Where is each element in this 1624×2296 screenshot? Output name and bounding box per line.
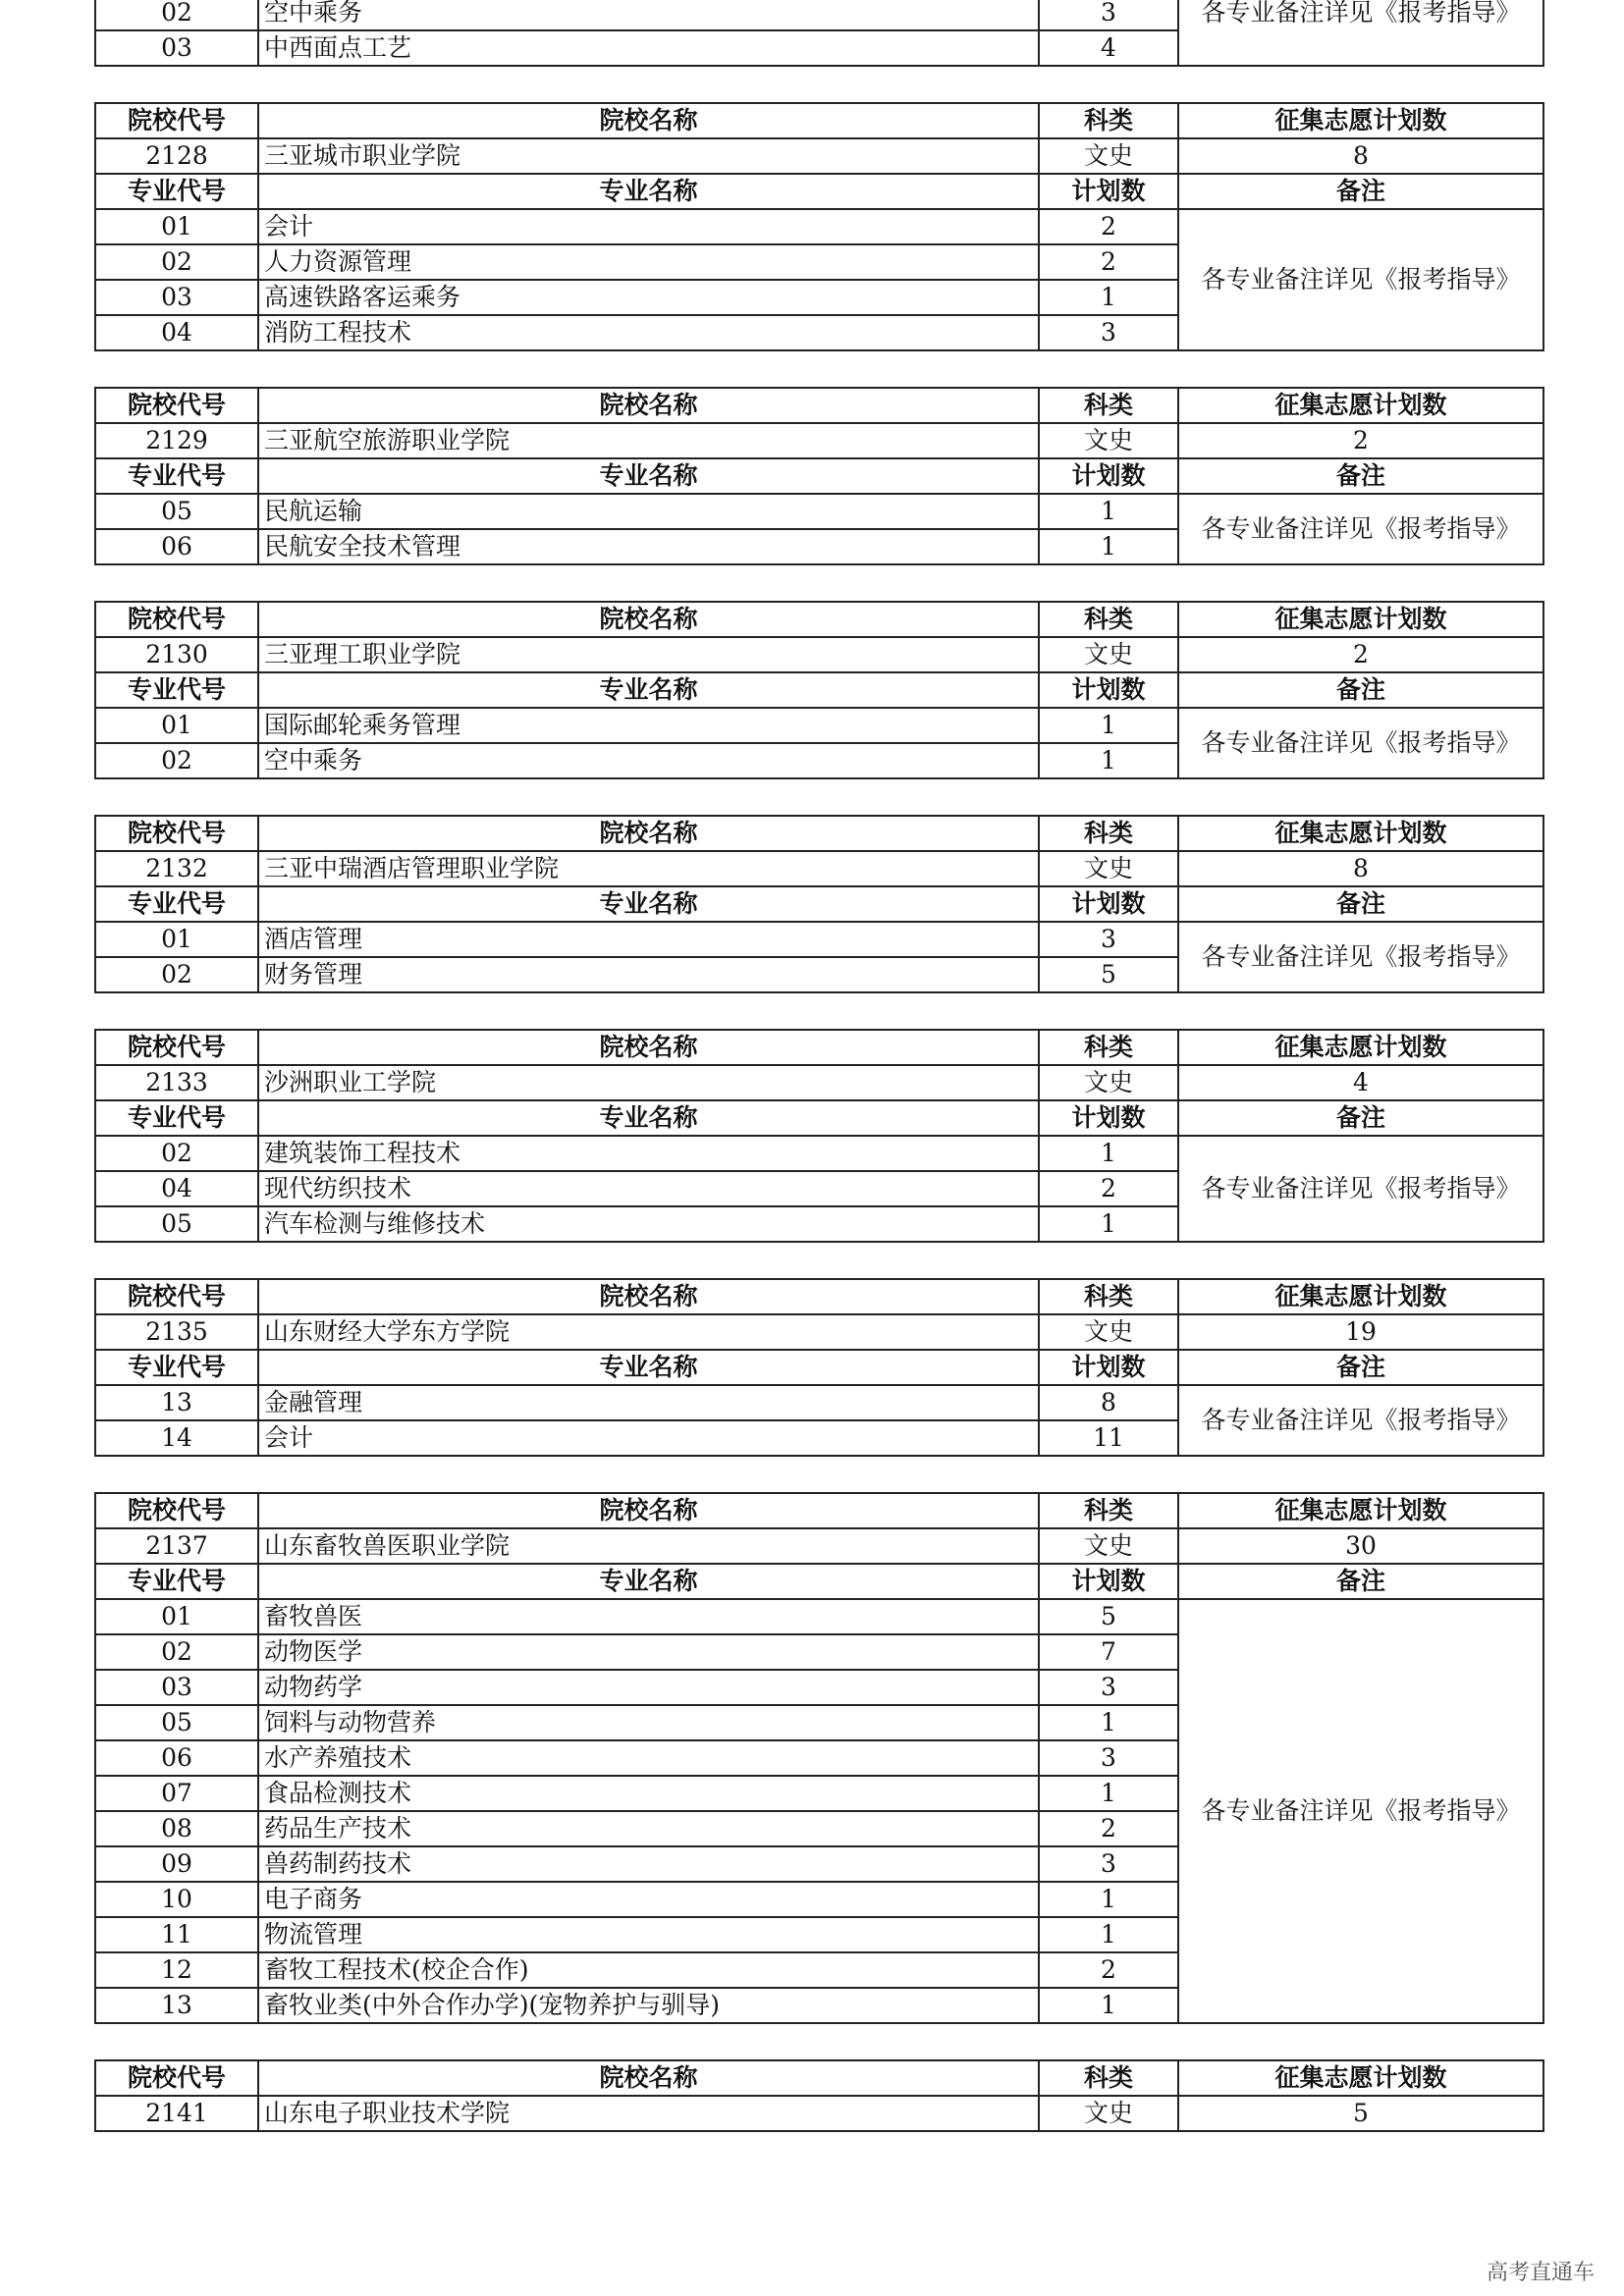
- major-plan-count: 1: [1039, 1917, 1178, 1952]
- school-name-header: 院校名称: [258, 602, 1039, 637]
- major-code: 03: [95, 280, 258, 315]
- category-header: 科类: [1039, 1030, 1178, 1065]
- school-name-header: 院校名称: [258, 1279, 1039, 1314]
- major-row: [95, 494, 1543, 529]
- major-code: 04: [95, 315, 258, 350]
- major-plan-count: 1: [1039, 494, 1178, 529]
- major-code-header: 专业代号: [95, 1564, 258, 1599]
- school-table: [94, 102, 1544, 351]
- school-code: 2141: [95, 2096, 258, 2131]
- major-name: 现代纺织技术: [258, 1171, 1039, 1206]
- school-header-row: [95, 1493, 1543, 1528]
- major-code: 07: [95, 1776, 258, 1811]
- major-code-header: 专业代号: [95, 886, 258, 922]
- school-name: 山东电子职业技术学院: [258, 2096, 1039, 2131]
- major-code: 01: [95, 708, 258, 743]
- major-code: 02: [95, 0, 258, 30]
- major-plan-count: 3: [1039, 0, 1178, 30]
- school-info-row: [95, 1065, 1543, 1100]
- school-code-header: 院校代号: [95, 1493, 258, 1528]
- school-name-header: 院校名称: [258, 1030, 1039, 1065]
- major-name: 兽药制药技术: [258, 1846, 1039, 1882]
- major-plan-count: 1: [1039, 1988, 1178, 2023]
- major-plan-count: 5: [1039, 957, 1178, 992]
- major-code: 14: [95, 1420, 258, 1456]
- major-name: 动物医学: [258, 1634, 1039, 1670]
- plan-count-header: 计划数: [1039, 886, 1178, 922]
- major-code: 10: [95, 1882, 258, 1917]
- major-plan-count: 2: [1039, 244, 1178, 280]
- major-code: 05: [95, 1705, 258, 1740]
- major-name-header: 专业名称: [258, 672, 1039, 708]
- category-header: 科类: [1039, 2060, 1178, 2096]
- major-code: 01: [95, 922, 258, 957]
- major-code: 03: [95, 1670, 258, 1705]
- school-name: 沙洲职业工学院: [258, 1065, 1039, 1100]
- major-header-row: [95, 886, 1543, 922]
- plan-total-header: 征集志愿计划数: [1178, 1279, 1543, 1314]
- school-table: [94, 601, 1544, 779]
- major-remark: 各专业备注详见《报考指导》: [1178, 209, 1543, 350]
- major-name: 酒店管理: [258, 922, 1039, 957]
- school-table: [94, 1278, 1544, 1457]
- school-code: 2129: [95, 423, 258, 458]
- document-page: [94, 0, 1543, 2167]
- category-header: 科类: [1039, 1279, 1178, 1314]
- major-header-row: [95, 1350, 1543, 1385]
- major-name: 国际邮轮乘务管理: [258, 708, 1039, 743]
- major-plan-count: 2: [1039, 1171, 1178, 1206]
- major-name: 饲料与动物营养: [258, 1705, 1039, 1740]
- school-category: 文史: [1039, 138, 1178, 174]
- major-name: 财务管理: [258, 957, 1039, 992]
- major-code-header: 专业代号: [95, 174, 258, 209]
- major-code: 02: [95, 743, 258, 778]
- school-category: 文史: [1039, 637, 1178, 672]
- school-name-header: 院校名称: [258, 388, 1039, 423]
- category-header: 科类: [1039, 1493, 1178, 1528]
- major-code: 06: [95, 1740, 258, 1776]
- school-name: 三亚城市职业学院: [258, 138, 1039, 174]
- major-name: 药品生产技术: [258, 1811, 1039, 1846]
- major-code: 08: [95, 1811, 258, 1846]
- school-info-row: [95, 851, 1543, 886]
- major-name-header: 专业名称: [258, 1350, 1039, 1385]
- plan-count-header: 计划数: [1039, 1564, 1178, 1599]
- plan-count-header: 计划数: [1039, 174, 1178, 209]
- school-code: 2135: [95, 1314, 258, 1350]
- remark-header: 备注: [1178, 458, 1543, 494]
- school-name-header: 院校名称: [258, 816, 1039, 851]
- major-code: 02: [95, 957, 258, 992]
- major-name: 畜牧兽医: [258, 1599, 1039, 1634]
- school-name-header: 院校名称: [258, 2060, 1039, 2096]
- major-code: 02: [95, 244, 258, 280]
- major-name: 食品检测技术: [258, 1776, 1039, 1811]
- major-code: 09: [95, 1846, 258, 1882]
- major-remark: 各专业备注详见《报考指导》: [1178, 922, 1543, 992]
- plan-total-header: 征集志愿计划数: [1178, 602, 1543, 637]
- major-code: 11: [95, 1917, 258, 1952]
- major-code: 02: [95, 1136, 258, 1171]
- major-name: 物流管理: [258, 1917, 1039, 1952]
- school-name-header: 院校名称: [258, 103, 1039, 138]
- school-header-row: [95, 2060, 1543, 2096]
- major-row: [95, 1385, 1543, 1420]
- major-name: 动物药学: [258, 1670, 1039, 1705]
- major-name: 空中乘务: [258, 743, 1039, 778]
- major-plan-count: 1: [1039, 1136, 1178, 1171]
- school-plan-total: 5: [1178, 2096, 1543, 2131]
- school-category: 文史: [1039, 2096, 1178, 2131]
- major-plan-count: 4: [1039, 30, 1178, 66]
- school-code: 2130: [95, 637, 258, 672]
- major-plan-count: 3: [1039, 922, 1178, 957]
- major-code-header: 专业代号: [95, 1100, 258, 1136]
- major-name-header: 专业名称: [258, 1564, 1039, 1599]
- major-header-row: [95, 1100, 1543, 1136]
- plan-total-header: 征集志愿计划数: [1178, 816, 1543, 851]
- school-code-header: 院校代号: [95, 816, 258, 851]
- school-name: 三亚航空旅游职业学院: [258, 423, 1039, 458]
- school-plan-total: 8: [1178, 851, 1543, 886]
- major-name: 会计: [258, 1420, 1039, 1456]
- major-row: [95, 0, 1543, 30]
- major-name: 汽车检测与维修技术: [258, 1206, 1039, 1242]
- school-code-header: 院校代号: [95, 2060, 258, 2096]
- school-code-header: 院校代号: [95, 388, 258, 423]
- major-name: 电子商务: [258, 1882, 1039, 1917]
- school-plan-total: 30: [1178, 1528, 1543, 1564]
- school-category: 文史: [1039, 423, 1178, 458]
- school-category: 文史: [1039, 1065, 1178, 1100]
- school-info-row: [95, 1528, 1543, 1564]
- major-plan-count: 1: [1039, 529, 1178, 564]
- major-plan-count: 2: [1039, 209, 1178, 244]
- category-header: 科类: [1039, 602, 1178, 637]
- plan-count-header: 计划数: [1039, 1100, 1178, 1136]
- major-name: 高速铁路客运乘务: [258, 280, 1039, 315]
- school-plan-total: 4: [1178, 1065, 1543, 1100]
- major-code: 01: [95, 1599, 258, 1634]
- school-name: 三亚理工职业学院: [258, 637, 1039, 672]
- major-plan-count: 11: [1039, 1420, 1178, 1456]
- school-table: [94, 815, 1544, 993]
- major-row: [95, 1136, 1543, 1171]
- major-plan-count: 3: [1039, 315, 1178, 350]
- remark-header: 备注: [1178, 1350, 1543, 1385]
- school-table: [94, 1492, 1544, 2024]
- plan-count-header: 计划数: [1039, 672, 1178, 708]
- school-plan-total: 2: [1178, 637, 1543, 672]
- school-code-header: 院校代号: [95, 602, 258, 637]
- school-info-row: [95, 423, 1543, 458]
- school-code-header: 院校代号: [95, 1279, 258, 1314]
- major-code: 05: [95, 1206, 258, 1242]
- major-header-row: [95, 672, 1543, 708]
- school-info-row: [95, 637, 1543, 672]
- plan-total-header: 征集志愿计划数: [1178, 1493, 1543, 1528]
- school-table: [94, 2059, 1544, 2132]
- major-plan-count: 1: [1039, 280, 1178, 315]
- school-table: [94, 387, 1544, 565]
- school-info-row: [95, 138, 1543, 174]
- school-header-row: [95, 1030, 1543, 1065]
- major-name-header: 专业名称: [258, 886, 1039, 922]
- major-name: 水产养殖技术: [258, 1740, 1039, 1776]
- school-category: 文史: [1039, 851, 1178, 886]
- major-plan-count: 1: [1039, 743, 1178, 778]
- remark-header: 备注: [1178, 886, 1543, 922]
- school-header-row: [95, 103, 1543, 138]
- major-remark: 各专业备注详见《报考指导》: [1178, 0, 1543, 66]
- school-info-row: [95, 2096, 1543, 2131]
- school-header-row: [95, 1279, 1543, 1314]
- remark-header: 备注: [1178, 672, 1543, 708]
- major-code: 13: [95, 1988, 258, 2023]
- major-remark: 各专业备注详见《报考指导》: [1178, 1136, 1543, 1242]
- major-row: [95, 209, 1543, 244]
- school-plan-total: 8: [1178, 138, 1543, 174]
- school-code: 2128: [95, 138, 258, 174]
- major-code: 13: [95, 1385, 258, 1420]
- major-plan-count: 1: [1039, 1776, 1178, 1811]
- major-code: 04: [95, 1171, 258, 1206]
- plan-count-header: 计划数: [1039, 458, 1178, 494]
- major-code-header: 专业代号: [95, 458, 258, 494]
- category-header: 科类: [1039, 816, 1178, 851]
- school-header-row: [95, 816, 1543, 851]
- major-remark: 各专业备注详见《报考指导》: [1178, 708, 1543, 778]
- category-header: 科类: [1039, 388, 1178, 423]
- major-header-row: [95, 174, 1543, 209]
- major-plan-count: 1: [1039, 1705, 1178, 1740]
- major-name: 会计: [258, 209, 1039, 244]
- major-name: 人力资源管理: [258, 244, 1039, 280]
- major-plan-count: 7: [1039, 1634, 1178, 1670]
- watermark: 高考直通车: [1486, 2261, 1595, 2285]
- major-name: 畜牧工程技术(校企合作): [258, 1952, 1039, 1988]
- school-table: [94, 1029, 1544, 1243]
- plan-total-header: 征集志愿计划数: [1178, 2060, 1543, 2096]
- major-remark: 各专业备注详见《报考指导》: [1178, 1599, 1543, 2023]
- remark-header: 备注: [1178, 1564, 1543, 1599]
- major-code: 02: [95, 1634, 258, 1670]
- school-code-header: 院校代号: [95, 1030, 258, 1065]
- major-name: 消防工程技术: [258, 315, 1039, 350]
- major-code: 01: [95, 209, 258, 244]
- school-header-row: [95, 602, 1543, 637]
- major-code: 06: [95, 529, 258, 564]
- school-name: 三亚中瑞酒店管理职业学院: [258, 851, 1039, 886]
- major-name-header: 专业名称: [258, 174, 1039, 209]
- major-plan-count: 3: [1039, 1670, 1178, 1705]
- major-name: 空中乘务: [258, 0, 1039, 30]
- school-name-header: 院校名称: [258, 1493, 1039, 1528]
- school-name: 山东财经大学东方学院: [258, 1314, 1039, 1350]
- school-code-header: 院校代号: [95, 103, 258, 138]
- major-plan-count: 3: [1039, 1846, 1178, 1882]
- major-remark: 各专业备注详见《报考指导》: [1178, 1385, 1543, 1456]
- major-name-header: 专业名称: [258, 458, 1039, 494]
- remark-header: 备注: [1178, 1100, 1543, 1136]
- plan-total-header: 征集志愿计划数: [1178, 103, 1543, 138]
- plan-total-header: 征集志愿计划数: [1178, 388, 1543, 423]
- school-header-row: [95, 388, 1543, 423]
- major-plan-count: 5: [1039, 1599, 1178, 1634]
- major-row: [95, 708, 1543, 743]
- school-code: 2132: [95, 851, 258, 886]
- major-name: 中西面点工艺: [258, 30, 1039, 66]
- major-plan-count: 2: [1039, 1952, 1178, 1988]
- major-plan-count: 1: [1039, 1206, 1178, 1242]
- major-plan-count: 2: [1039, 1811, 1178, 1846]
- school-category: 文史: [1039, 1314, 1178, 1350]
- major-header-row: [95, 458, 1543, 494]
- major-row: [95, 1599, 1543, 1634]
- major-name: 畜牧业类(中外合作办学)(宠物养护与驯导): [258, 1988, 1039, 2023]
- major-plan-count: 1: [1039, 1882, 1178, 1917]
- major-name: 民航安全技术管理: [258, 529, 1039, 564]
- remark-header: 备注: [1178, 174, 1543, 209]
- major-code: 12: [95, 1952, 258, 1988]
- school-code: 2133: [95, 1065, 258, 1100]
- major-code: 03: [95, 30, 258, 66]
- major-code-header: 专业代号: [95, 1350, 258, 1385]
- school-code: 2137: [95, 1528, 258, 1564]
- school-name: 山东畜牧兽医职业学院: [258, 1528, 1039, 1564]
- school-plan-total: 19: [1178, 1314, 1543, 1350]
- major-code-header: 专业代号: [95, 672, 258, 708]
- major-name-header: 专业名称: [258, 1100, 1039, 1136]
- major-plan-count: 3: [1039, 1740, 1178, 1776]
- major-name: 民航运输: [258, 494, 1039, 529]
- school-table-partial: [94, 0, 1544, 67]
- plan-total-header: 征集志愿计划数: [1178, 1030, 1543, 1065]
- category-header: 科类: [1039, 103, 1178, 138]
- major-plan-count: 8: [1039, 1385, 1178, 1420]
- major-header-row: [95, 1564, 1543, 1599]
- major-name: 建筑装饰工程技术: [258, 1136, 1039, 1171]
- major-plan-count: 1: [1039, 708, 1178, 743]
- major-row: [95, 922, 1543, 957]
- plan-count-header: 计划数: [1039, 1350, 1178, 1385]
- school-plan-total: 2: [1178, 423, 1543, 458]
- major-remark: 各专业备注详见《报考指导》: [1178, 494, 1543, 564]
- major-code: 05: [95, 494, 258, 529]
- school-info-row: [95, 1314, 1543, 1350]
- major-name: 金融管理: [258, 1385, 1039, 1420]
- school-category: 文史: [1039, 1528, 1178, 1564]
